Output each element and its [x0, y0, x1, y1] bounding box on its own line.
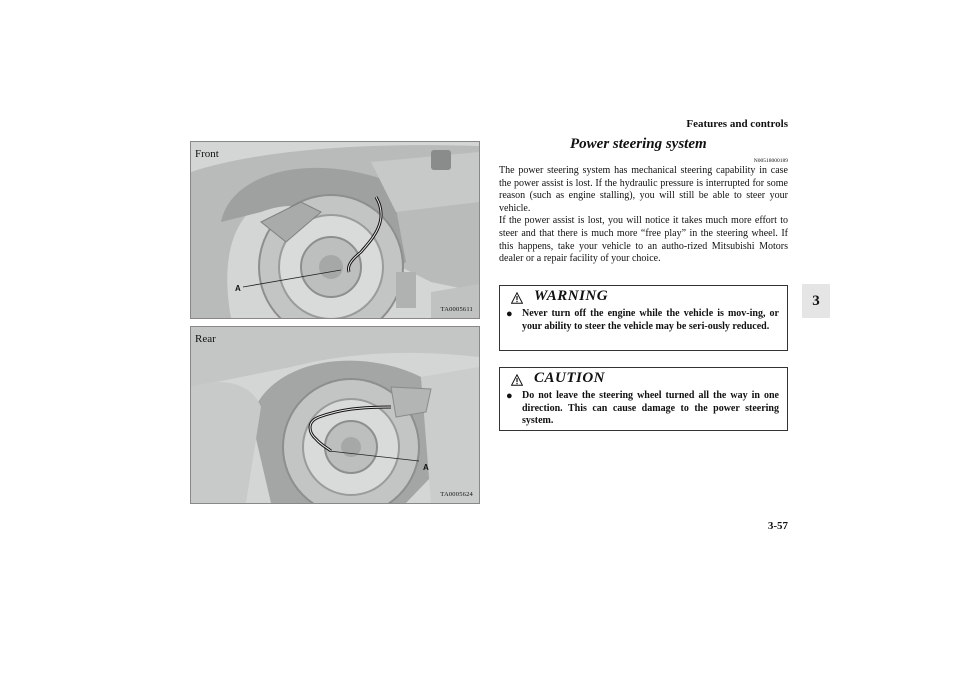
section-title: Power steering system	[570, 136, 707, 152]
running-header: Features and controls	[686, 118, 788, 130]
rear-wheel-illustration	[190, 326, 480, 504]
rear-wheel-drawing	[191, 327, 479, 503]
page-number: 3-57	[767, 520, 788, 532]
warning-triangle-icon	[511, 292, 523, 304]
caution-heading: CAUTION	[534, 370, 606, 386]
figure-label-rear: Rear	[195, 333, 216, 345]
bullet-icon: ●	[506, 390, 513, 402]
figure-code-front: TA0005611	[440, 306, 473, 313]
callout-a-front: A	[235, 284, 241, 293]
body-paragraph-1: The power steering system has mechanical steering capability in case the power assist is lost. If the hydraulic pressure is interrupted for some reason (such as engine stalling), you will still be able to steer your vehicle.	[499, 165, 788, 214]
caution-text: Do not leave the steering wheel turned all the way in one direction. This can cause damage to the power steering system.	[522, 390, 779, 426]
figure-label-front: Front	[195, 148, 219, 160]
warning-box	[499, 285, 788, 351]
warning-item	[500, 308, 787, 333]
caution-item	[500, 390, 787, 428]
warning-heading: WARNING	[534, 288, 609, 304]
body-paragraph-2: If the power assist is lost, you will notice it takes much more effort to steer and that there is much more “free play” in the steering wheel. If this happens, take your vehicle to an autho-rized Mitsubishi Motors dealer or a repair facility of your choice.	[499, 215, 788, 265]
warning-text: Never turn off the engine while the vehicle is mov-ing, or your ability to steer the vehicle may be seri-ously reduced.	[522, 308, 779, 332]
chapter-tab: 3	[802, 284, 830, 318]
section-body	[499, 165, 788, 266]
figure-code-rear: TA0005624	[440, 491, 473, 498]
section-ref-code: N00518000189	[753, 158, 788, 164]
callout-a-rear: A	[423, 463, 429, 472]
front-wheel-illustration	[190, 141, 480, 319]
caution-box	[499, 367, 788, 431]
caution-header	[500, 368, 787, 390]
bullet-icon: ●	[506, 308, 513, 320]
warning-triangle-icon	[511, 374, 523, 386]
warning-header	[500, 286, 787, 308]
